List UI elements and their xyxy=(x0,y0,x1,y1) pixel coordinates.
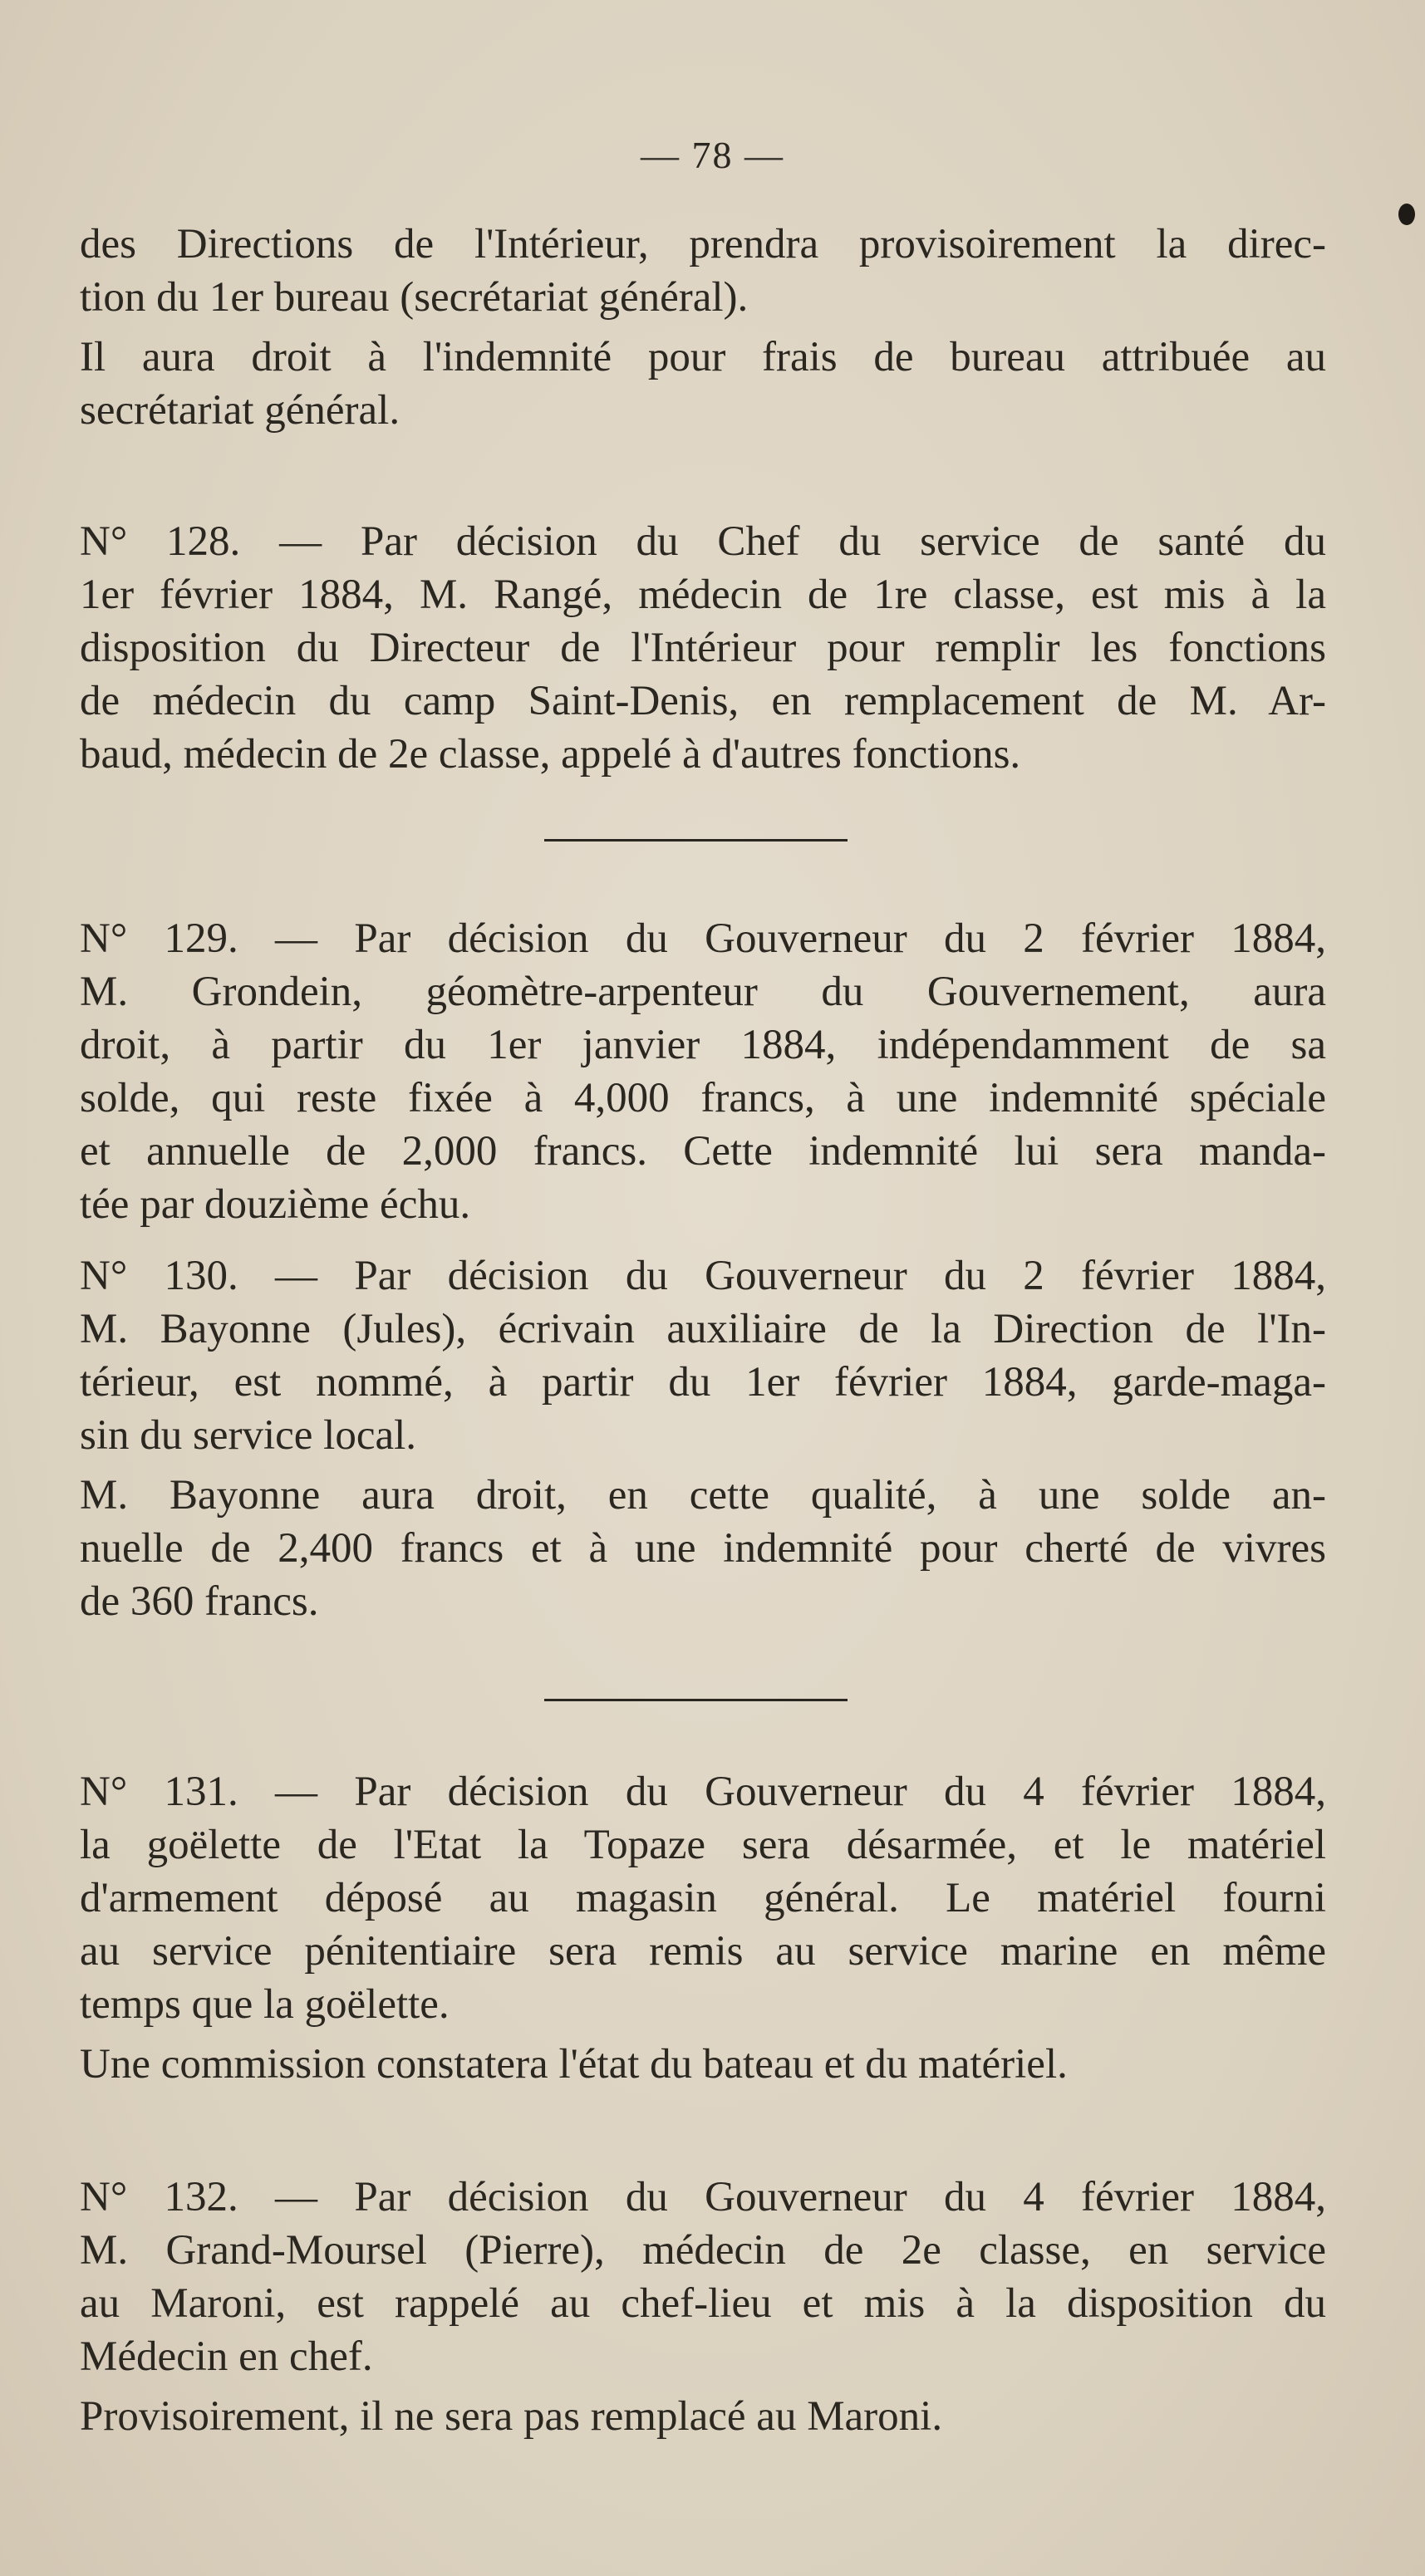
paragraph-129 xyxy=(80,912,1326,1231)
text-line: et annuelle de 2,000 francs. Cette indemnité lui sera manda- xyxy=(80,1128,1326,1175)
text-line: baud, médecin de 2e classe, appelé à d'autres fonctions. xyxy=(80,731,1021,778)
text-line: de 360 francs. xyxy=(80,1578,319,1625)
text-line: la goëlette de l'Etat la Topaze sera désarmée, et le matériel xyxy=(80,1822,1326,1868)
text-line: N° 130. — Par décision du Gouverneur du 2 février 1884, xyxy=(80,1253,1326,1299)
text-line: sin du service local. xyxy=(80,1412,417,1459)
text-line: de médecin du camp Saint-Denis, en remplacement de M. Ar- xyxy=(80,678,1326,724)
text-line: M. Bayonne (Jules), écrivain auxiliaire de la Direction de l'In- xyxy=(80,1306,1326,1352)
text-line: Médecin en chef. xyxy=(80,2333,373,2380)
text-line: térieur, est nommé, à partir du 1er février 1884, garde-maga- xyxy=(80,1359,1326,1406)
text-line: droit, à partir du 1er janvier 1884, indépendamment de sa xyxy=(80,1022,1326,1068)
text-line: N° 128. — Par décision du Chef du service de santé du xyxy=(80,518,1326,565)
text-line: 1er février 1884, M. Rangé, médecin de 1re classe, est mis à la xyxy=(80,572,1326,618)
text-line: tion du 1er bureau (secrétariat général). xyxy=(80,274,749,321)
paragraph-131 xyxy=(80,1765,1326,2091)
text-line: N° 131. — Par décision du Gouverneur du 4 février 1884, xyxy=(80,1769,1326,1815)
text-line: d'armement déposé au magasin général. Le matériel fourni xyxy=(80,1875,1326,1921)
text-line: N° 132. — Par décision du Gouverneur du 4 février 1884, xyxy=(80,2174,1326,2220)
paragraph-128 xyxy=(80,515,1326,781)
text-line: M. Grand-Moursel (Pierre), médecin de 2e classe, en service xyxy=(80,2227,1326,2274)
text-line: des Directions de l'Intérieur, prendra provisoirement la direc- xyxy=(80,221,1326,267)
paragraph-continuation xyxy=(80,218,1326,437)
section-rule xyxy=(544,839,848,841)
text-line: disposition du Directeur de l'Intérieur pour remplir les fonctions xyxy=(80,625,1326,671)
paragraph-132 xyxy=(80,2171,1326,2443)
text-line: secrétariat général. xyxy=(80,387,400,434)
text-line: temps que la goëlette. xyxy=(80,1981,450,2028)
section-rule xyxy=(544,1699,848,1701)
text-line: M. Bayonne aura droit, en cette qualité, à une solde an- xyxy=(80,1472,1326,1519)
ink-speck xyxy=(1398,204,1415,225)
text-line: solde, qui reste fixée à 4,000 francs, à une indemnité spéciale xyxy=(80,1075,1326,1121)
text-line: Provisoirement, il ne sera pas remplacé au Maroni. xyxy=(80,2393,943,2440)
text-line: tée par douzième échu. xyxy=(80,1181,471,1228)
page-number: — 78 — xyxy=(641,134,784,176)
text-line: au service pénitentiaire sera remis au service marine en même xyxy=(80,1928,1326,1975)
text-line: Une commission constatera l'état du bateau et du matériel. xyxy=(80,2041,1068,2088)
text-line: nuelle de 2,400 francs et à une indemnité pour cherté de vivres xyxy=(80,1525,1326,1572)
text-line: au Maroni, est rappelé au chef-lieu et mis à la disposition du xyxy=(80,2280,1326,2327)
text-line: Il aura droit à l'indemnité pour frais de bureau attribuée au xyxy=(80,334,1326,380)
text-line: M. Grondein, géomètre-arpenteur du Gouvernement, aura xyxy=(80,969,1326,1015)
text-line: N° 129. — Par décision du Gouverneur du 2 février 1884, xyxy=(80,915,1326,962)
paragraph-130 xyxy=(80,1249,1326,1628)
